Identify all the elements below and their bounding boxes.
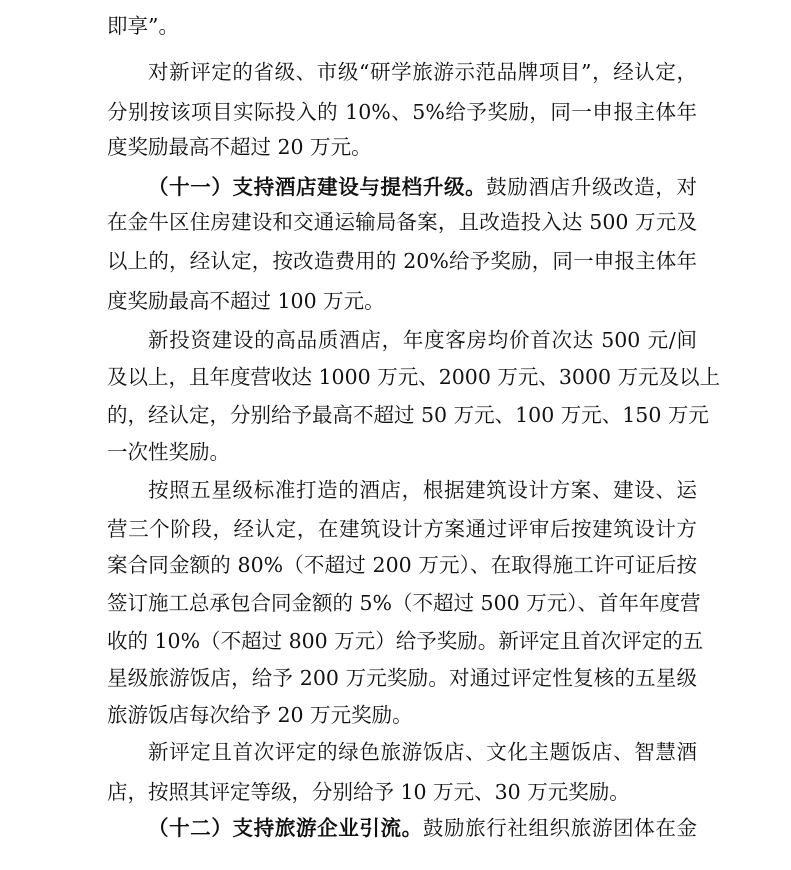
text-line: 的，经认定，分别给予最高不超过 50 万元、100 万元、150 万元 bbox=[107, 403, 709, 427]
text-line: 签订施工总承包合同金额的 5%（不超过 500 万元）、首年年度营 bbox=[107, 591, 701, 615]
text-line: 店，按照其评定等级，分别给予 10 万元、30 万元奖励。 bbox=[107, 780, 630, 804]
text-line: 以上的，经认定，按改造费用的 20%给予奖励，同一申报主体年 bbox=[107, 249, 697, 273]
text-line: 案合同金额的 80%（不超过 200 万元）、在取得施工许可证后按 bbox=[107, 553, 697, 577]
text-line: 在金牛区住房建设和交通运输局备案，且改造投入达 500 万元及 bbox=[107, 210, 697, 234]
paragraph-first-line: 按照五星级标准打造的酒店，根据建筑设计方案、建设、运 bbox=[148, 478, 697, 502]
text-line: 一次性奖励。 bbox=[107, 440, 230, 464]
text-line: 旅游饭店每次给予 20 万元奖励。 bbox=[107, 703, 413, 727]
text-line: 即享”。 bbox=[107, 14, 179, 38]
section-text: 鼓励旅行社组织旅游团体在金 bbox=[422, 816, 698, 840]
section-heading-line bbox=[107, 808, 697, 848]
text-line: 及以上，且年度营收达 1000 万元、2000 万元、3000 万元及以上 bbox=[107, 365, 721, 389]
text-line: 分别按该项目实际投入的 10%、5%给予奖励，同一申报主体年 bbox=[107, 100, 697, 124]
text-line: 度奖励最高不超过 100 万元。 bbox=[107, 289, 385, 313]
paragraph-first-line: 新投资建设的高品质酒店，年度客房均价首次达 500 元/间 bbox=[148, 328, 697, 352]
section-heading-line bbox=[107, 167, 697, 207]
text-line: 营三个阶段，经认定，在建筑设计方案通过评审后按建筑设计方 bbox=[107, 517, 697, 541]
section-text: 鼓励酒店升级改造，对 bbox=[486, 175, 698, 199]
text-line: 收的 10%（不超过 800 万元）给予奖励。新评定且首次评定的五 bbox=[107, 629, 704, 653]
section-heading: （十一）支持酒店建设与提档升级。 bbox=[148, 175, 487, 199]
paragraph-first-line: 新评定且首次评定的绿色旅游饭店、文化主题饭店、智慧酒 bbox=[148, 740, 697, 764]
paragraph-first-line: 对新评定的省级、市级“研学旅游示范品牌项目”，经认定， bbox=[148, 60, 697, 84]
section-heading: （十二）支持旅游企业引流。 bbox=[148, 816, 423, 840]
text-line: 度奖励最高不超过 20 万元。 bbox=[107, 135, 372, 159]
text-line: 星级旅游饭店，给予 200 万元奖励。对通过评定性复核的五星级 bbox=[107, 666, 697, 690]
